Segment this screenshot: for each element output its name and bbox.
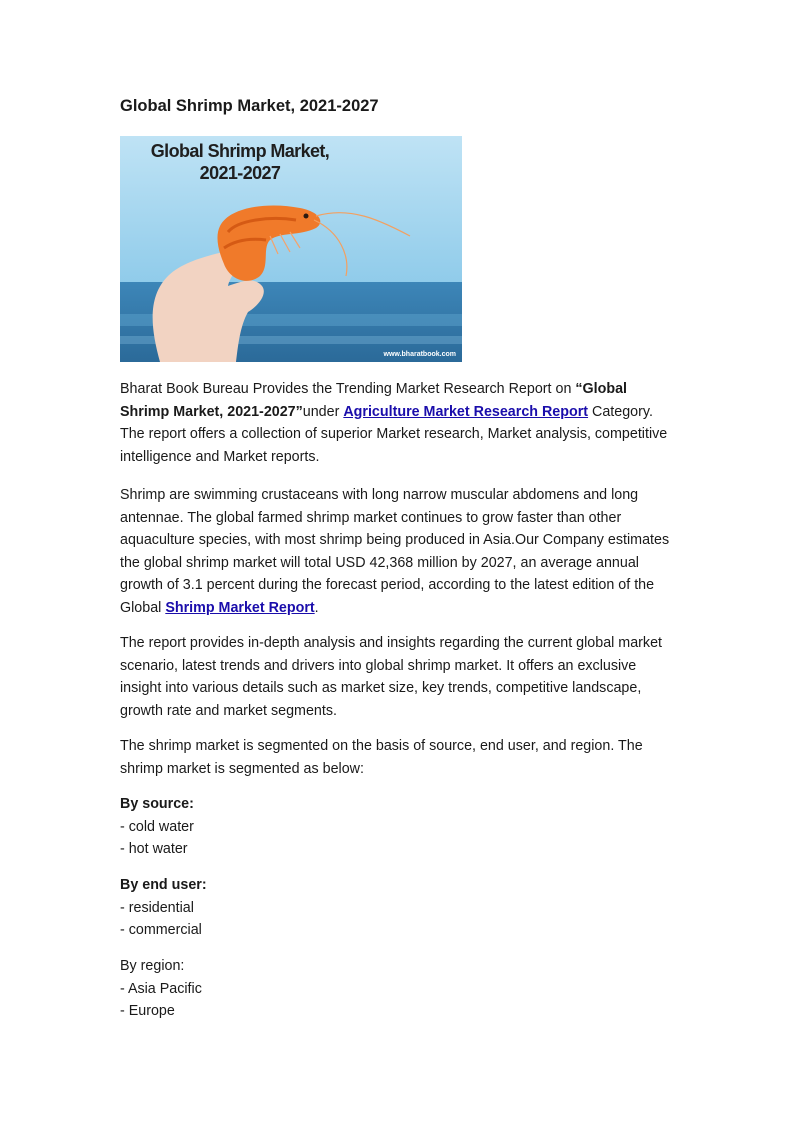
list-item: - Asia Pacific xyxy=(120,980,202,997)
page-title: Global Shrimp Market, 2021-2027 xyxy=(120,97,379,115)
intro-text-c: under xyxy=(302,403,344,420)
agriculture-report-link[interactable]: Agriculture Market Research Report xyxy=(343,403,589,420)
intro-text-a: Bharat Book Bureau Provides the Trending Market Research Report on xyxy=(120,381,576,397)
hero-image xyxy=(120,136,462,362)
list-item: - residential xyxy=(120,899,194,916)
overview-text-end: . xyxy=(314,599,319,616)
segmentation-paragraph: The shrimp market is segmented on the basis of source, end user, and region. The shrimp market is segmented as below: xyxy=(120,738,643,777)
intro-text-d: Category. The report offers a collection of superior Market research, Market analysis, competitive intelligence and Market reports. xyxy=(120,403,668,465)
shrimp-report-link[interactable]: Shrimp Market Report xyxy=(165,599,315,616)
analysis-paragraph: The report provides in-depth analysis and insights regarding the current global market scenario, latest trends and drivers into global shrimp market. It offers an exclusive insight into various details such as market size, key trends, competitive landscape, growth rate and market segments. xyxy=(120,635,662,719)
list-item: - hot water xyxy=(120,841,188,857)
hero-title-line1: Global Shrimp Market, xyxy=(150,141,330,161)
hero-title-line2: 2021-2027 xyxy=(199,163,281,183)
segment-region xyxy=(120,955,202,1023)
overview-text: Shrimp are swimming crustaceans with long narrow muscular abdomens and long antennae. The global farmed shrimp market continues to grow faster than other aquaculture species, with most shrimp being produced in Asia.Our Company estimates the global shrimp market will total USD 42,368 million by 2027, an average annual growth of 3.1 percent during the forecast period, according to the latest edition of the Global xyxy=(120,487,670,616)
segment-end-user xyxy=(120,874,207,942)
report-name-bold: “Global Shrimp Market, 2021-2027” xyxy=(120,381,628,420)
segment-heading: By region: xyxy=(120,958,185,974)
list-item: - cold water xyxy=(120,818,194,835)
segment-heading: By end user: xyxy=(120,877,207,893)
segment-heading: By source: xyxy=(120,796,194,812)
list-item: - Europe xyxy=(120,1003,175,1019)
list-item: - commercial xyxy=(120,922,202,938)
overview-paragraph xyxy=(120,484,680,619)
segment-source xyxy=(120,793,194,861)
hero-overlay-title xyxy=(120,140,360,184)
intro-paragraph xyxy=(120,378,680,468)
hero-watermark-url: www.bharatbook.com xyxy=(383,351,456,358)
